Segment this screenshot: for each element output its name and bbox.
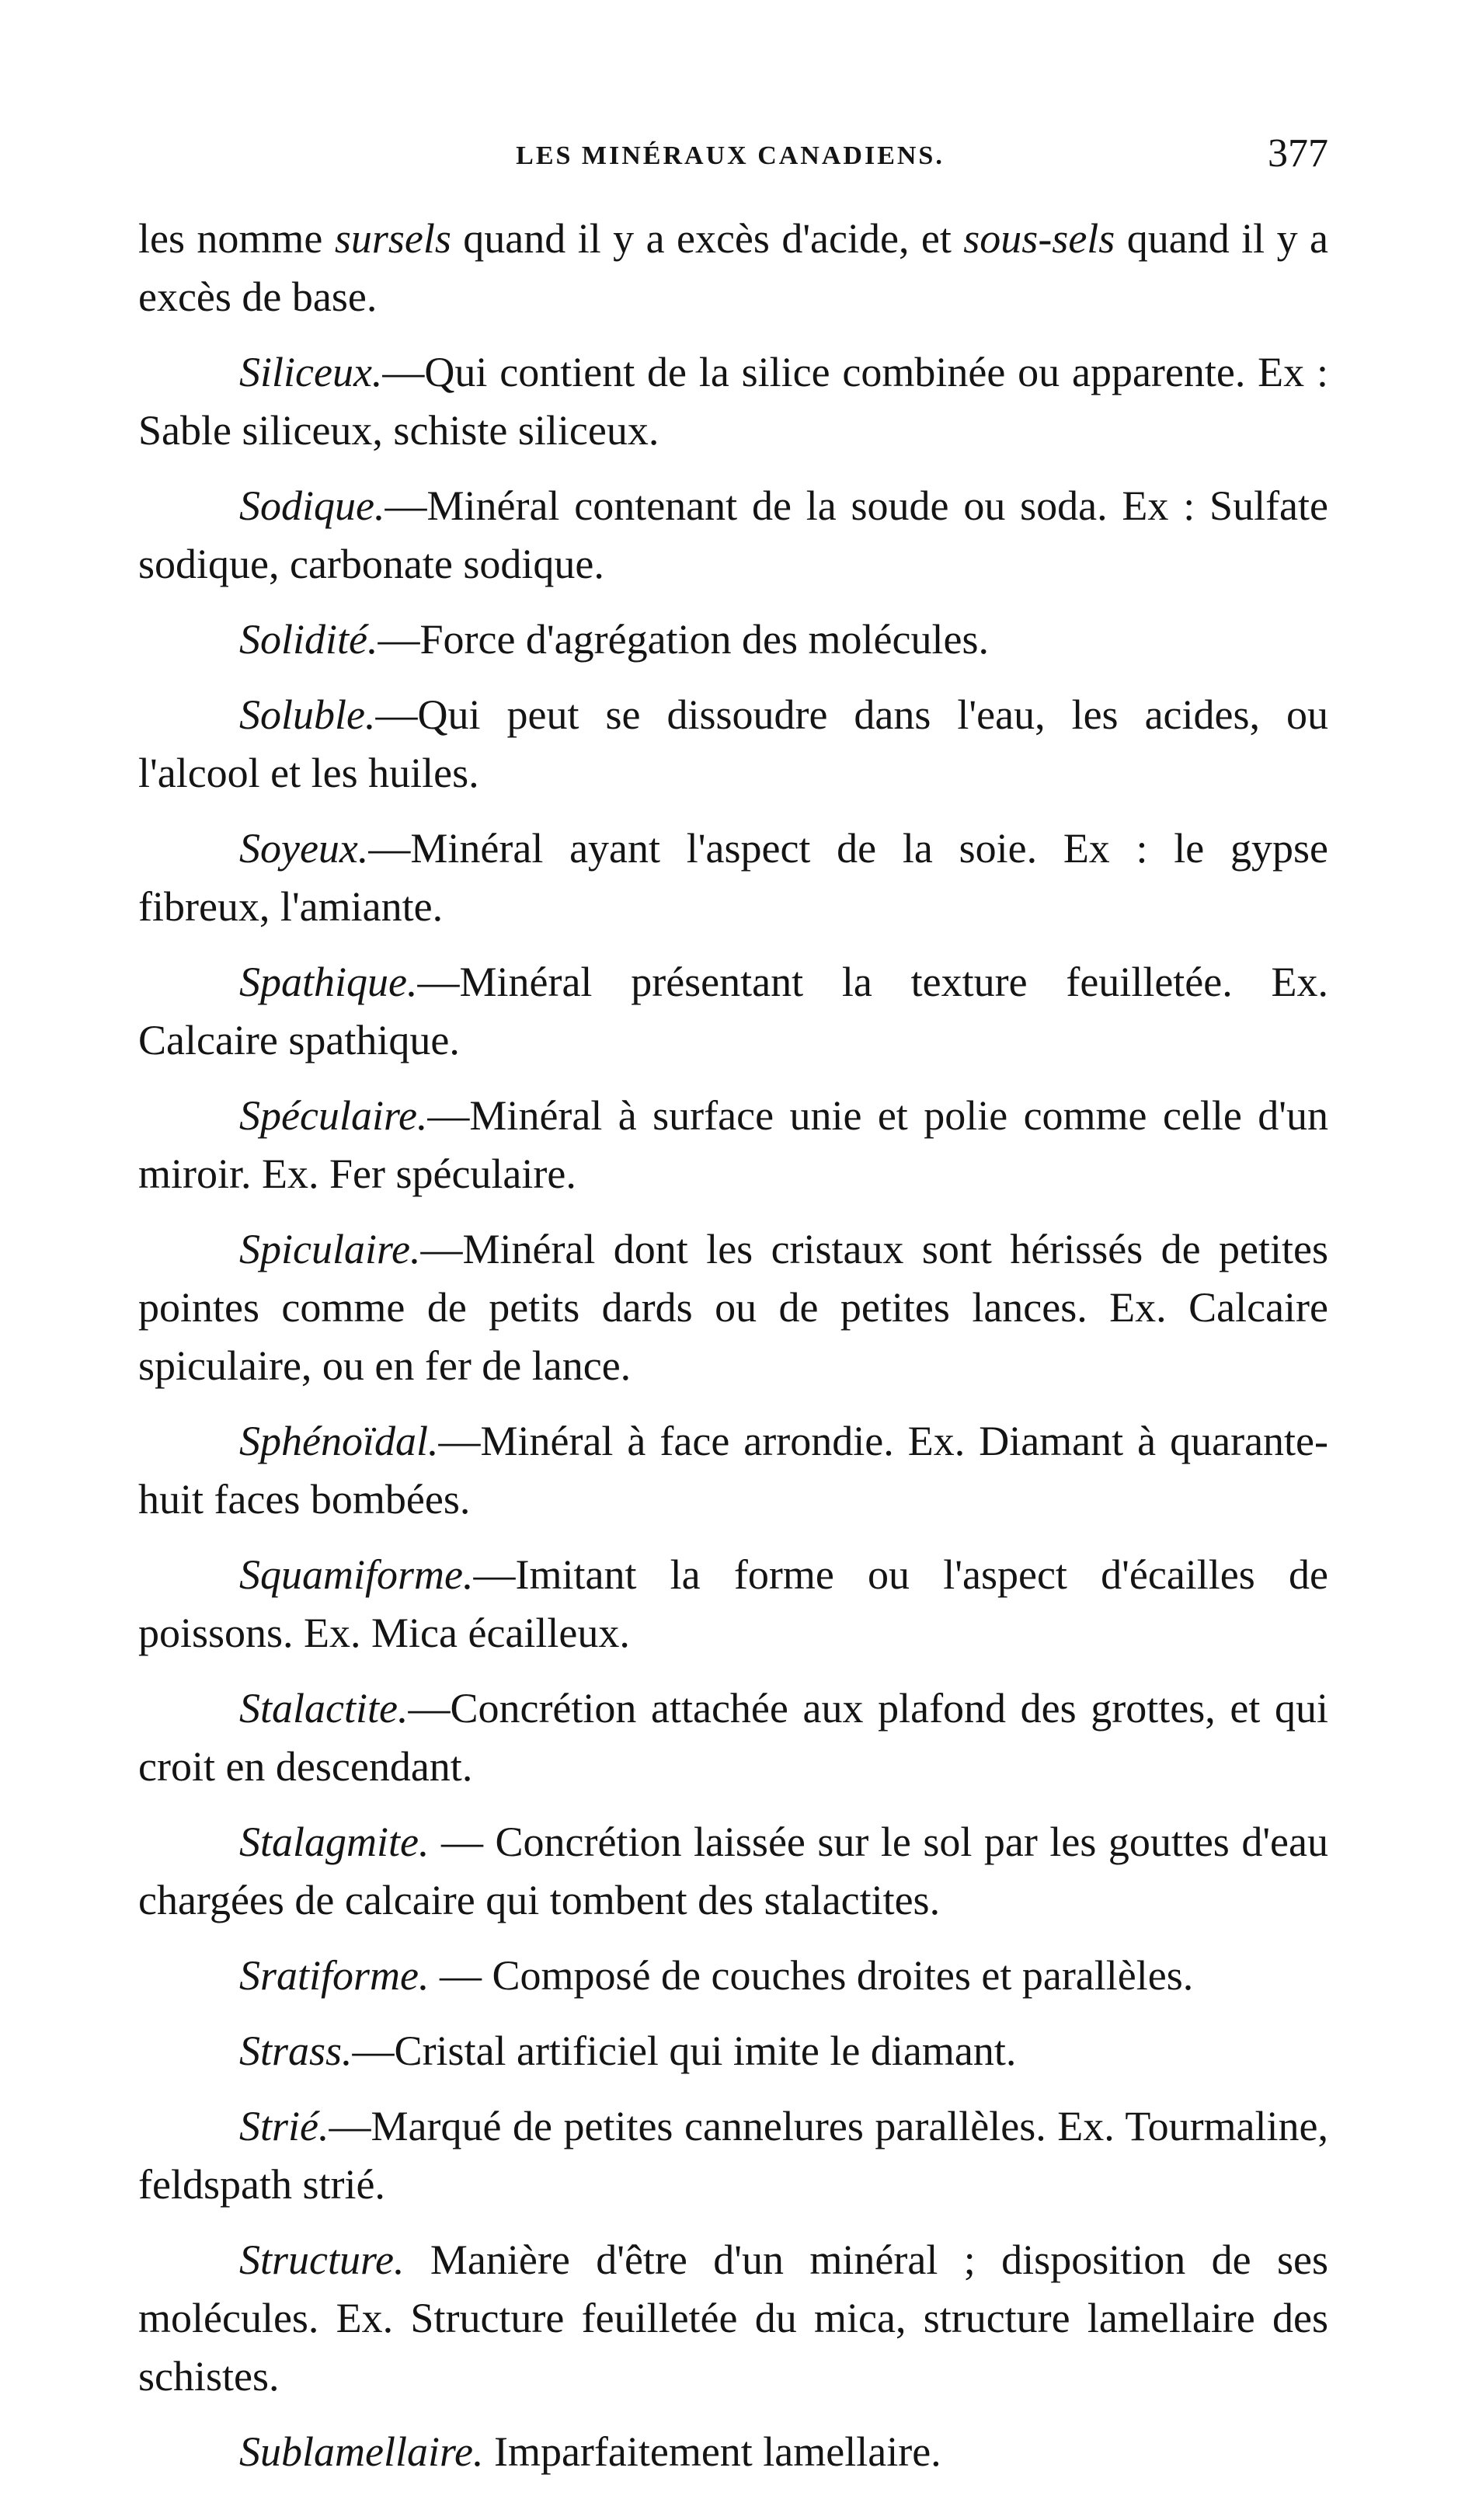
glossary-entry <box>138 686 1328 802</box>
entry-term: Strass. <box>239 2027 353 2074</box>
entry-separator: — <box>420 1226 463 1272</box>
entry-term: Strié. <box>239 2103 329 2149</box>
glossary-entry <box>138 820 1328 936</box>
entry-term: Stalactite. <box>239 1685 409 1732</box>
entry-definition: Imitant la forme ou l'aspect d'écailles de poissons. Ex. Mica écailleux. <box>138 1551 1328 1656</box>
italic-term: sursels <box>334 215 451 262</box>
entry-term: Sphénoïdal. <box>239 1418 439 1464</box>
entry-term: Structure. <box>239 2236 405 2283</box>
entry-definition: Minéral dont les cristaux sont hérissés de petites pointes comme de petits dards ou de petites lances. Ex. Calcaire spiculaire, ou en fer de lance. <box>138 1226 1328 1389</box>
glossary-entry <box>138 2022 1328 2080</box>
glossary-entry <box>138 2231 1328 2406</box>
glossary-entry <box>138 1813 1328 1930</box>
entry-separator: — <box>427 1092 470 1139</box>
entry-separator: — <box>429 1952 492 1999</box>
running-title: LES MINÉRAUX CANADIENS. <box>516 141 945 170</box>
italic-term: sous-sels <box>963 215 1115 262</box>
glossary-entry <box>138 1679 1328 1796</box>
glossary-entry <box>138 2423 1328 2481</box>
entry-definition: Minéral à surface unie et polie comme celle d'un miroir. Ex. Fer spéculaire. <box>138 1092 1328 1197</box>
entry-separator: — <box>417 959 460 1005</box>
entry-term: Sublamellaire. <box>239 2428 484 2475</box>
entry-separator: — <box>385 482 427 529</box>
entry-definition: Cristal artificiel qui imite le diamant. <box>394 2027 1017 2074</box>
entry-term: Spiculaire. <box>239 1226 421 1272</box>
entry-separator: — <box>375 691 418 738</box>
entry-term: Solidité. <box>239 616 378 663</box>
entry-term: Sratiforme. <box>239 1952 430 1999</box>
glossary-entry <box>138 953 1328 1070</box>
glossary-entry <box>138 1546 1328 1662</box>
continuation-paragraph <box>138 210 1328 326</box>
entry-definition: Minéral à face arrondie. Ex. Diamant à quarante-huit faces bombées. <box>138 1418 1328 1523</box>
entry-separator: — <box>429 1819 496 1865</box>
text-fragment: quand il y a excès de base. <box>138 215 1328 320</box>
entry-definition: Qui peut se dissoudre dans l'eau, les acides, ou l'alcool et les huiles. <box>138 691 1328 796</box>
entry-definition: Minéral présentant la texture feuilletée. Ex. Calcaire spathique. <box>138 959 1328 1063</box>
entry-term: Stalagmite. <box>239 1819 430 1865</box>
entry-definition: Composé de couches droites et parallèles. <box>492 1952 1194 1999</box>
glossary-entry <box>138 2097 1328 2214</box>
entry-definition: Minéral contenant de la soude ou soda. Ex : Sulfate sodique, carbonate sodique. <box>138 482 1328 587</box>
glossary-entry <box>138 611 1328 669</box>
entry-separator: — <box>382 349 425 395</box>
glossary-entry <box>138 1412 1328 1529</box>
entry-term: Soluble. <box>239 691 376 738</box>
entry-separator: — <box>378 616 420 663</box>
entry-definition: Concrétion attachée aux plafond des grottes, et qui croit en descendant. <box>138 1685 1328 1790</box>
entry-separator <box>483 2428 494 2475</box>
entry-separator: — <box>329 2103 371 2149</box>
glossary-entry <box>138 1947 1328 2005</box>
entry-definition: Concrétion laissée sur le sol par les gouttes d'eau chargées de calcaire qui tombent des stalactites. <box>138 1819 1328 1923</box>
entry-separator: — <box>438 1418 481 1464</box>
entry-definition: Qui contient de la silice combinée ou apparente. Ex : Sable siliceux, schiste siliceux. <box>138 349 1328 454</box>
glossary-entry <box>138 343 1328 460</box>
entry-separator: — <box>368 825 411 872</box>
entry-separator: — <box>408 1685 451 1732</box>
entry-definition: Imparfaitement lamellaire. <box>493 2428 941 2475</box>
entry-definition: Marqué de petites cannelures parallèles. Ex. Tourmaline, feldspath strié. <box>138 2103 1328 2208</box>
entry-term: Spathique. <box>239 959 418 1005</box>
glossary-entry <box>138 1087 1328 1203</box>
entry-term: Squamiforme. <box>239 1551 474 1598</box>
page-body <box>138 210 1328 2498</box>
page-header <box>132 131 1328 185</box>
entry-term: Spéculaire. <box>239 1092 428 1139</box>
entry-separator: — <box>352 2027 395 2074</box>
text-fragment: quand il y a excès d'acide, et <box>463 215 964 262</box>
entry-term: Sodique. <box>239 482 385 529</box>
entry-definition: Force d'agrégation des molécules. <box>419 616 989 663</box>
entry-definition: Manière d'être d'un minéral ; disposition de ses molécules. Ex. Structure feuilletée du mica, structure lamellaire des schistes. <box>138 2236 1329 2400</box>
entry-separator <box>404 2236 430 2283</box>
glossary-entry <box>138 477 1328 593</box>
entry-definition: Minéral ayant l'aspect de la soie. Ex : le gypse fibreux, l'amiante. <box>138 825 1328 930</box>
glossary-entry <box>138 1220 1328 1395</box>
page-number: 377 <box>1268 131 1328 176</box>
entry-separator: — <box>473 1551 516 1598</box>
entry-term: Siliceux. <box>239 349 383 395</box>
entry-term: Soyeux. <box>239 825 369 872</box>
text-fragment: les nomme <box>138 215 335 262</box>
